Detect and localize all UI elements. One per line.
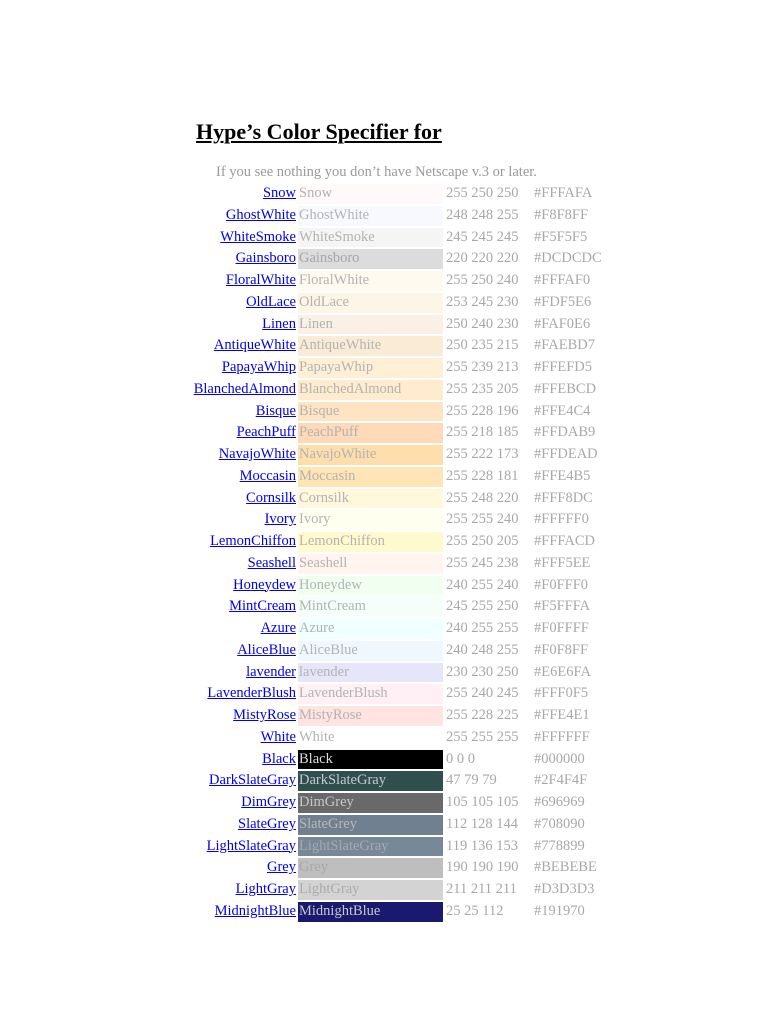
color-swatch: Moccasin bbox=[298, 467, 443, 487]
hex-value: #FDF5E6 bbox=[534, 293, 592, 310]
color-name-link[interactable]: GhostWhite bbox=[225, 206, 296, 223]
color-swatch: WhiteSmoke bbox=[298, 228, 443, 248]
rgb-value: 255 240 245 bbox=[446, 685, 519, 702]
color-name-link[interactable]: LightSlateGray bbox=[206, 837, 296, 854]
rgb-value: 240 248 255 bbox=[446, 641, 519, 658]
color-row bbox=[0, 770, 768, 792]
rgb-value: 255 235 205 bbox=[446, 380, 519, 397]
color-name-link[interactable]: Gainsboro bbox=[235, 250, 296, 267]
color-swatch: AliceBlue bbox=[298, 641, 443, 661]
color-row bbox=[0, 248, 768, 270]
hex-value: #FFDEAD bbox=[534, 446, 598, 462]
hex-value: #FFF8DC bbox=[534, 489, 593, 506]
color-name-link[interactable]: LemonChiffon bbox=[210, 533, 296, 549]
rgb-value: 255 222 173 bbox=[446, 446, 519, 462]
hex-value: #F0FFF0 bbox=[534, 576, 589, 593]
color-swatch: OldLace bbox=[298, 293, 443, 313]
color-name-link[interactable]: MidnightBlue bbox=[214, 902, 296, 919]
hex-value: #FAEBD7 bbox=[534, 337, 595, 354]
color-name-link[interactable]: White bbox=[260, 728, 296, 745]
hex-value: #D3D3D3 bbox=[534, 881, 595, 897]
color-row bbox=[0, 814, 768, 836]
color-row bbox=[0, 357, 768, 379]
rgb-value: 240 255 255 bbox=[446, 620, 519, 636]
color-name-link[interactable]: SlateGrey bbox=[238, 815, 296, 832]
color-swatch: DarkSlateGray bbox=[298, 771, 443, 791]
color-swatch: MintCream bbox=[298, 597, 443, 617]
color-swatch: Linen bbox=[298, 315, 443, 335]
rgb-value: 25 25 112 bbox=[446, 902, 504, 919]
rgb-value: 230 230 250 bbox=[446, 663, 519, 680]
color-name-link[interactable]: WhiteSmoke bbox=[220, 228, 296, 245]
color-swatch: Honeydew bbox=[298, 576, 443, 596]
color-name-link[interactable]: OldLace bbox=[246, 293, 296, 310]
color-row bbox=[0, 618, 768, 640]
hex-value: #FFE4E1 bbox=[534, 707, 590, 723]
color-swatch: GhostWhite bbox=[298, 206, 443, 226]
hex-value: #FFFFF0 bbox=[534, 511, 589, 528]
rgb-value: 250 235 215 bbox=[446, 337, 519, 354]
color-swatch: SlateGrey bbox=[298, 815, 443, 835]
hex-value: #FFDAB9 bbox=[534, 424, 596, 441]
color-row bbox=[0, 466, 768, 488]
color-row bbox=[0, 662, 768, 684]
color-row bbox=[0, 488, 768, 510]
color-name-link[interactable]: AntiqueWhite bbox=[213, 337, 296, 354]
rgb-value: 190 190 190 bbox=[446, 859, 519, 876]
hex-value: #708090 bbox=[534, 815, 585, 832]
color-swatch: LightSlateGray bbox=[298, 837, 443, 857]
hex-value: #000000 bbox=[534, 750, 585, 767]
color-row bbox=[0, 335, 768, 357]
hex-value: #FFFAF0 bbox=[534, 272, 591, 288]
color-name-link[interactable]: PapayaWhip bbox=[221, 359, 296, 375]
netscape-note: If you see nothing you don’t have Netscape v.3 or later. bbox=[216, 164, 537, 180]
color-name-link[interactable]: Black bbox=[262, 750, 296, 767]
rgb-value: 245 255 250 bbox=[446, 598, 519, 615]
color-row bbox=[0, 205, 768, 227]
color-swatch: LightGray bbox=[298, 880, 443, 900]
color-swatch: PeachPuff bbox=[298, 423, 443, 443]
color-row bbox=[0, 270, 768, 292]
rgb-value: 255 250 250 bbox=[446, 185, 519, 201]
color-name-link[interactable]: BlanchedAlmond bbox=[193, 380, 296, 397]
color-name-link[interactable]: Snow bbox=[262, 185, 296, 201]
color-row bbox=[0, 749, 768, 771]
color-swatch: White bbox=[298, 728, 443, 748]
hex-value: #778899 bbox=[534, 837, 585, 854]
color-row bbox=[0, 314, 768, 336]
hex-value: #DCDCDC bbox=[534, 250, 602, 267]
hex-value: #F8F8FF bbox=[534, 206, 589, 223]
color-name-link[interactable]: Cornsilk bbox=[246, 489, 296, 506]
color-row bbox=[0, 879, 768, 901]
hex-value: #FFFACD bbox=[534, 533, 595, 549]
color-swatch: lavender bbox=[298, 663, 443, 683]
hex-value: #BEBEBE bbox=[534, 859, 597, 876]
hex-value: #FFE4C4 bbox=[534, 402, 591, 419]
color-row bbox=[0, 553, 768, 575]
color-swatch: DimGrey bbox=[298, 793, 443, 813]
color-row bbox=[0, 705, 768, 727]
rgb-value: 255 248 220 bbox=[446, 489, 519, 506]
rgb-value: 255 218 185 bbox=[446, 424, 519, 441]
color-name-link[interactable]: DimGrey bbox=[241, 794, 296, 810]
hex-value: #2F4F4F bbox=[534, 772, 588, 789]
color-row bbox=[0, 531, 768, 553]
hex-value: #F5F5F5 bbox=[534, 228, 588, 245]
color-swatch: Bisque bbox=[298, 402, 443, 422]
color-swatch: Gainsboro bbox=[298, 249, 443, 269]
color-swatch: LavenderBlush bbox=[298, 684, 443, 704]
color-swatch: Cornsilk bbox=[298, 489, 443, 509]
hex-value: #FFF5EE bbox=[534, 554, 591, 571]
color-row bbox=[0, 509, 768, 531]
page-title: Hype’s Color Specifier for bbox=[196, 119, 442, 144]
rgb-value: 105 105 105 bbox=[446, 794, 519, 810]
color-swatch: Ivory bbox=[298, 510, 443, 530]
color-row bbox=[0, 575, 768, 597]
rgb-value: 0 0 0 bbox=[446, 750, 475, 767]
rgb-value: 255 228 225 bbox=[446, 707, 519, 723]
color-name-link[interactable]: FloralWhite bbox=[225, 272, 296, 288]
rgb-value: 253 245 230 bbox=[446, 293, 519, 310]
hex-value: #FAF0E6 bbox=[534, 315, 591, 332]
color-name-link[interactable]: PeachPuff bbox=[236, 424, 296, 441]
hex-value: #F0F8FF bbox=[534, 641, 589, 658]
rgb-value: 250 240 230 bbox=[446, 315, 519, 332]
color-row bbox=[0, 422, 768, 444]
color-swatch: MistyRose bbox=[298, 706, 443, 726]
rgb-value: 112 128 144 bbox=[446, 815, 518, 832]
color-row bbox=[0, 683, 768, 705]
color-swatch: BlanchedAlmond bbox=[298, 380, 443, 400]
color-name-link[interactable]: NavajoWhite bbox=[218, 446, 296, 462]
rgb-value: 220 220 220 bbox=[446, 250, 519, 267]
rgb-value: 248 248 255 bbox=[446, 206, 519, 223]
color-table bbox=[0, 183, 768, 923]
hex-value: #F0FFFF bbox=[534, 620, 589, 636]
color-swatch: FloralWhite bbox=[298, 271, 443, 291]
hex-value: #FFEFD5 bbox=[534, 359, 593, 375]
color-row bbox=[0, 836, 768, 858]
color-row bbox=[0, 640, 768, 662]
color-row bbox=[0, 792, 768, 814]
hex-value: #FFFAFA bbox=[534, 185, 593, 201]
color-name-link[interactable]: Ivory bbox=[264, 511, 296, 528]
rgb-value: 255 255 240 bbox=[446, 511, 519, 528]
color-swatch: Snow bbox=[298, 184, 443, 204]
color-row bbox=[0, 444, 768, 466]
color-swatch: NavajoWhite bbox=[298, 445, 443, 465]
color-swatch: Black bbox=[298, 750, 443, 770]
hex-value: #FFF0F5 bbox=[534, 685, 589, 702]
rgb-value: 255 228 181 bbox=[446, 467, 519, 484]
color-name-link[interactable]: lavender bbox=[246, 663, 296, 680]
color-row bbox=[0, 901, 768, 923]
color-row bbox=[0, 183, 768, 205]
color-row bbox=[0, 379, 768, 401]
color-name-link[interactable]: Honeydew bbox=[233, 576, 296, 593]
color-name-link[interactable]: LightGray bbox=[235, 881, 296, 897]
color-name-link[interactable]: MintCream bbox=[229, 598, 296, 615]
rgb-value: 47 79 79 bbox=[446, 772, 497, 789]
color-swatch: AntiqueWhite bbox=[298, 336, 443, 356]
rgb-value: 240 255 240 bbox=[446, 576, 519, 593]
rgb-value: 245 245 245 bbox=[446, 228, 519, 245]
rgb-value: 255 250 205 bbox=[446, 533, 519, 549]
color-name-link[interactable]: Seashell bbox=[247, 554, 296, 571]
rgb-value: 119 136 153 bbox=[446, 837, 518, 854]
color-name-link[interactable]: Azure bbox=[260, 620, 296, 636]
rgb-value: 211 211 211 bbox=[446, 881, 517, 897]
color-row bbox=[0, 596, 768, 618]
color-name-link[interactable]: MistyRose bbox=[233, 707, 296, 723]
color-swatch: Grey bbox=[298, 858, 443, 878]
color-row bbox=[0, 727, 768, 749]
hex-value: #696969 bbox=[534, 794, 585, 810]
color-name-link[interactable]: Bisque bbox=[255, 402, 296, 419]
color-swatch: Azure bbox=[298, 619, 443, 639]
color-name-link[interactable]: AliceBlue bbox=[237, 641, 296, 658]
hex-value: #FFEBCD bbox=[534, 380, 597, 397]
rgb-value: 255 255 255 bbox=[446, 728, 519, 745]
rgb-value: 255 239 213 bbox=[446, 359, 519, 375]
rgb-value: 255 245 238 bbox=[446, 554, 519, 571]
hex-value: #191970 bbox=[534, 902, 585, 919]
hex-value: #E6E6FA bbox=[534, 663, 591, 680]
color-row bbox=[0, 292, 768, 314]
color-swatch: MidnightBlue bbox=[298, 902, 443, 922]
rgb-value: 255 250 240 bbox=[446, 272, 519, 288]
hex-value: #FFFFFF bbox=[534, 728, 590, 745]
color-row bbox=[0, 227, 768, 249]
color-swatch: LemonChiffon bbox=[298, 532, 443, 552]
color-row bbox=[0, 857, 768, 879]
color-row bbox=[0, 401, 768, 423]
color-name-link[interactable]: Moccasin bbox=[239, 467, 296, 484]
color-swatch: Seashell bbox=[298, 554, 443, 574]
color-name-link[interactable]: DarkSlateGray bbox=[209, 772, 296, 789]
color-swatch: PapayaWhip bbox=[298, 358, 443, 378]
color-name-link[interactable]: Linen bbox=[262, 315, 296, 332]
hex-value: #FFE4B5 bbox=[534, 467, 591, 484]
color-name-link[interactable]: Grey bbox=[267, 859, 296, 876]
hex-value: #F5FFFA bbox=[534, 598, 591, 615]
color-name-link[interactable]: LavenderBlush bbox=[207, 685, 296, 702]
rgb-value: 255 228 196 bbox=[446, 402, 519, 419]
